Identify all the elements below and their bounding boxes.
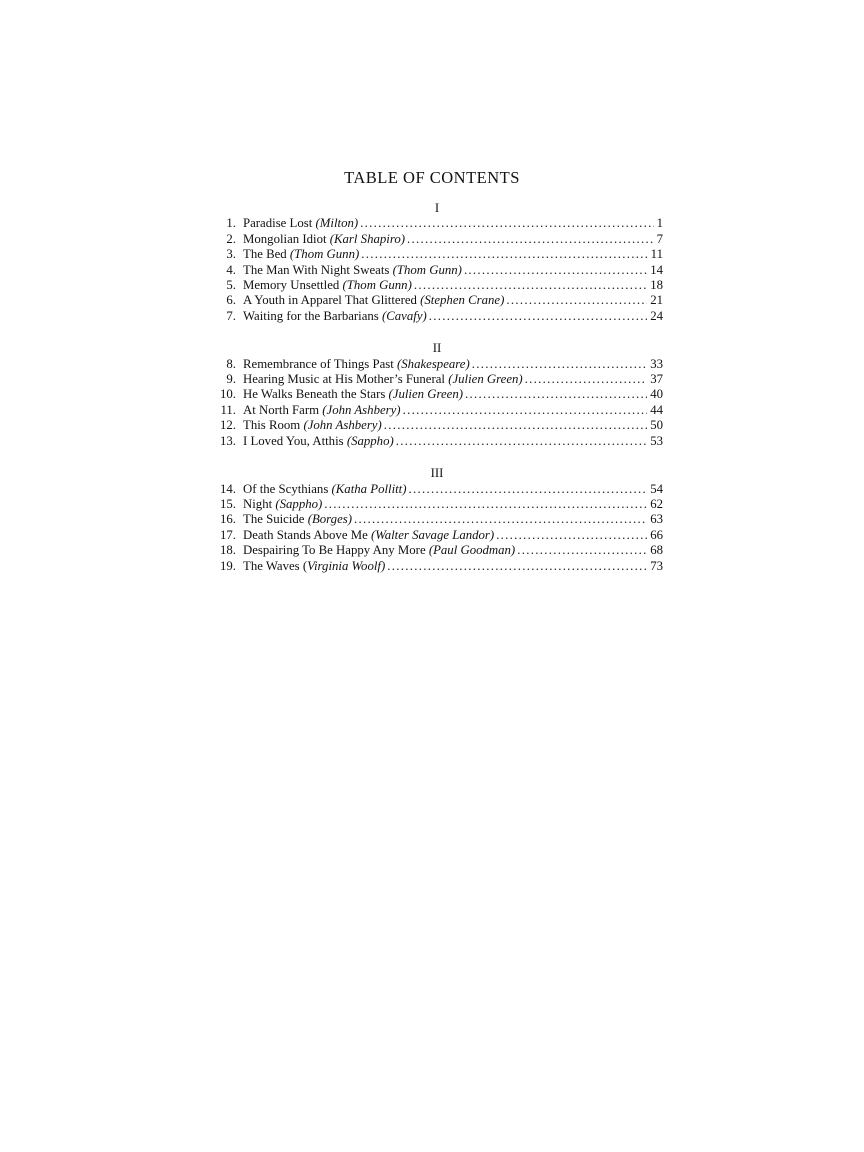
entry-number: 3. xyxy=(226,247,236,262)
entry-title xyxy=(243,512,352,527)
dot-leader xyxy=(361,247,647,262)
entry-author: (Paul Goodman) xyxy=(428,543,516,558)
dot-leader xyxy=(465,387,647,402)
entry-page-number: 50 xyxy=(650,418,663,433)
entry-number: 16. xyxy=(220,512,236,527)
entry-author: (Walter Savage Landor) xyxy=(370,527,495,542)
entry-title xyxy=(243,418,382,433)
entry-page-number: 1 xyxy=(656,216,663,231)
dot-leader xyxy=(414,278,647,293)
entry-title-text: He Walks Beneath the Stars xyxy=(243,387,389,402)
entry-author: (Shakespeare) xyxy=(397,356,470,371)
entry-title xyxy=(243,372,523,387)
entry-author: (Sappho) xyxy=(346,433,394,448)
entry-title-text: Paradise Lost xyxy=(243,216,316,231)
entry-page-number: 7 xyxy=(656,231,663,246)
dot-leader xyxy=(384,418,647,433)
entry-number: 7. xyxy=(226,308,236,323)
entry-author: (Karl Shapiro) xyxy=(329,231,405,246)
entry-number: 15. xyxy=(220,496,236,511)
entry-title xyxy=(243,559,385,574)
dot-leader xyxy=(354,512,647,527)
entry-title xyxy=(243,247,359,262)
entry-number: 6. xyxy=(226,293,236,308)
entry-number: 19. xyxy=(220,558,236,573)
entry-title xyxy=(243,528,494,543)
entry-title-text: Mongolian Idiot xyxy=(243,231,330,246)
entry-title xyxy=(243,293,504,308)
toc-row xyxy=(210,216,663,231)
toc-row xyxy=(210,278,663,293)
entry-page-number: 21 xyxy=(650,293,663,308)
entry-number: 10. xyxy=(220,387,236,402)
entry-page-number: 24 xyxy=(650,308,663,323)
toc-row xyxy=(210,512,663,527)
toc-row xyxy=(210,418,663,433)
dot-leader xyxy=(403,403,648,418)
dot-leader xyxy=(396,434,647,449)
entry-number: 1. xyxy=(226,216,236,231)
entry-title xyxy=(243,403,401,418)
entry-page-number: 18 xyxy=(650,278,663,293)
entry-title-text: The Suicide xyxy=(243,512,308,527)
entry-title-text: This Room xyxy=(243,418,304,433)
entry-page-number: 63 xyxy=(650,512,663,527)
dot-leader xyxy=(517,543,647,558)
entry-page-number: 68 xyxy=(650,543,663,558)
entry-number: 13. xyxy=(220,433,236,448)
entry-title-text: Death Stands Above Me xyxy=(243,527,371,542)
entry-title-text: I Loved You, Atthis xyxy=(243,433,347,448)
toc-row xyxy=(210,357,663,372)
entry-title xyxy=(243,278,412,293)
entry-number: 14. xyxy=(220,481,236,496)
dot-leader xyxy=(429,309,647,324)
entry-number: 4. xyxy=(226,262,236,277)
entry-title-text: At North Farm xyxy=(243,402,323,417)
dot-leader xyxy=(525,372,648,387)
toc-row xyxy=(210,372,663,387)
entry-author: (Milton) xyxy=(315,216,359,231)
entry-title xyxy=(243,434,394,449)
entry-number: 11. xyxy=(220,402,236,417)
entry-author: (Katha Pollitt) xyxy=(331,481,407,496)
section-heading: I xyxy=(434,201,440,215)
entry-title-text: The Waves ( xyxy=(243,558,308,573)
entry-author: (Thom Gunn) xyxy=(342,278,412,293)
toc-row xyxy=(210,434,663,449)
toc-section-iii xyxy=(0,466,864,574)
entry-number: 5. xyxy=(226,278,236,293)
dot-leader xyxy=(407,232,654,247)
dot-leader xyxy=(464,263,647,278)
entry-title xyxy=(243,387,463,402)
entry-page-number: 14 xyxy=(650,262,663,277)
entry-title xyxy=(243,357,470,372)
toc-row xyxy=(210,403,663,418)
dot-leader xyxy=(496,528,647,543)
entry-title xyxy=(243,497,322,512)
toc-row xyxy=(210,232,663,247)
toc-row xyxy=(210,387,663,402)
entry-number: 9. xyxy=(226,372,236,387)
entry-author: (Cavafy) xyxy=(381,308,427,323)
dot-leader xyxy=(387,559,647,574)
entry-page-number: 40 xyxy=(650,387,663,402)
dot-leader xyxy=(409,482,648,497)
entry-number: 18. xyxy=(220,543,236,558)
entry-title-text: The Bed xyxy=(243,247,290,262)
entry-author: (Stephen Crane) xyxy=(420,293,505,308)
entry-page-number: 66 xyxy=(650,527,663,542)
entry-page-number: 44 xyxy=(650,402,663,417)
entry-title-text: Waiting for the Barbarians xyxy=(243,308,382,323)
entry-title xyxy=(243,216,358,231)
entry-title-text: The Man With Night Sweats xyxy=(243,262,393,277)
entry-title xyxy=(243,482,407,497)
entry-page-number: 53 xyxy=(650,433,663,448)
entry-number: 2. xyxy=(226,231,236,246)
entry-number: 12. xyxy=(220,418,236,433)
entry-title-text: Of the Scythians xyxy=(243,481,332,496)
section-heading: III xyxy=(430,466,444,481)
dot-leader xyxy=(472,357,647,372)
toc-row xyxy=(210,263,663,278)
toc-section-i xyxy=(0,201,864,324)
dot-leader xyxy=(360,216,653,231)
entry-title-text: Memory Unsettled xyxy=(243,278,343,293)
section-heading: II xyxy=(432,341,442,356)
entry-author: Virginia Woolf) xyxy=(307,558,386,573)
toc-row xyxy=(210,247,663,262)
entry-title-text: Hearing Music at His Mother’s Funeral xyxy=(243,372,449,387)
entry-page-number: 62 xyxy=(650,496,663,511)
toc-row xyxy=(210,559,663,574)
dot-leader xyxy=(324,497,647,512)
dot-leader xyxy=(506,293,647,308)
entry-title xyxy=(243,543,515,558)
toc-row xyxy=(210,482,663,497)
page-title: TABLE OF CONTENTS xyxy=(344,168,520,187)
entry-number: 8. xyxy=(226,356,236,371)
toc-row xyxy=(210,293,663,308)
toc-row xyxy=(210,497,663,512)
toc-row xyxy=(210,543,663,558)
entry-author: (John Ashbery) xyxy=(322,402,401,417)
entry-page-number: 54 xyxy=(650,481,663,496)
entry-title-text: Night xyxy=(243,496,276,511)
table-of-contents xyxy=(0,201,864,574)
entry-author: (Sappho) xyxy=(275,496,323,511)
entry-page-number: 37 xyxy=(650,372,663,387)
entry-page-number: 33 xyxy=(650,356,663,371)
entry-title-text: Despairing To Be Happy Any More xyxy=(243,543,429,558)
toc-section-ii xyxy=(0,341,864,449)
entry-title xyxy=(243,263,462,278)
entry-author: (Thom Gunn) xyxy=(392,262,462,277)
entry-page-number: 11 xyxy=(650,247,663,262)
entry-title-text: A Youth in Apparel That Glittered xyxy=(243,293,421,308)
entry-author: (Borges) xyxy=(307,512,352,527)
entry-number: 17. xyxy=(220,527,236,542)
entry-author: (Julien Green) xyxy=(448,372,523,387)
entry-author: (Thom Gunn) xyxy=(289,247,360,262)
entry-title xyxy=(243,309,427,324)
toc-row xyxy=(210,528,663,543)
entry-title-text: Remembrance of Things Past xyxy=(243,356,398,371)
toc-row xyxy=(210,309,663,324)
entry-page-number: 73 xyxy=(650,558,663,573)
entry-author: (John Ashbery) xyxy=(303,418,382,433)
entry-author: (Julien Green) xyxy=(388,387,464,402)
entry-title xyxy=(243,232,405,247)
